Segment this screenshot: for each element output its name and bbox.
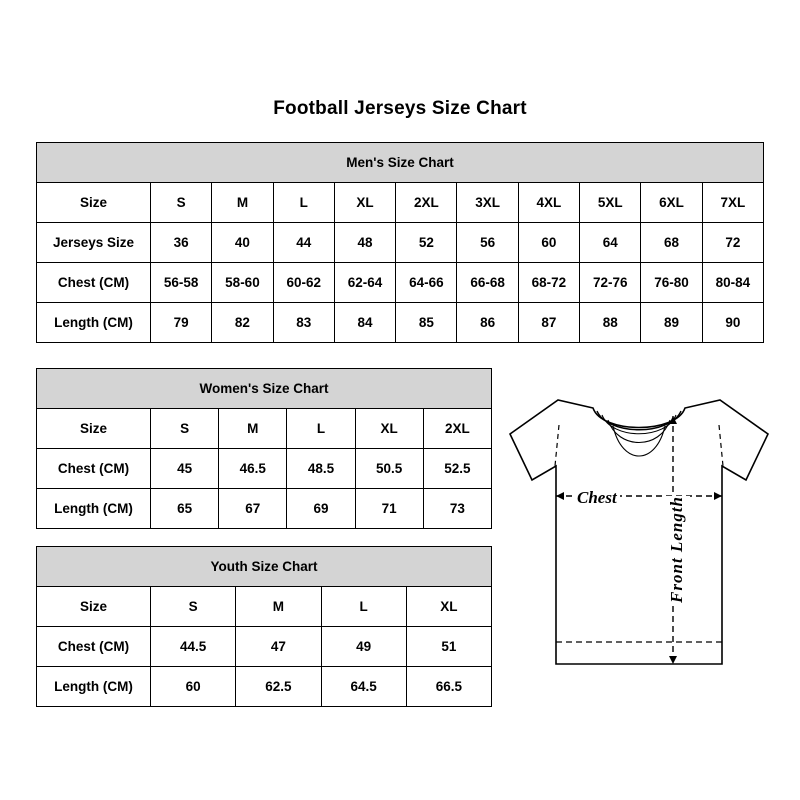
row-label-size: Size <box>37 587 151 627</box>
table-cell: 65 <box>151 489 219 529</box>
table-cell: 60 <box>518 223 579 263</box>
chest-arrow-right <box>714 492 722 500</box>
table-caption-row <box>37 547 492 587</box>
table-row <box>37 667 492 707</box>
table-cell: 72 <box>702 223 763 263</box>
table-cell: 52 <box>396 223 457 263</box>
table-caption-row <box>37 143 764 183</box>
table-cell: M <box>236 587 321 627</box>
table-cell: 86 <box>457 303 518 343</box>
table-cell: 89 <box>641 303 702 343</box>
youth-table-caption: Youth Size Chart <box>37 547 492 587</box>
table-cell: 2XL <box>396 183 457 223</box>
table-cell: 73 <box>423 489 491 529</box>
table-cell: 44 <box>273 223 334 263</box>
table-cell: 52.5 <box>423 449 491 489</box>
jersey-outline-svg <box>498 392 780 692</box>
chest-arrow-left <box>556 492 564 500</box>
table-cell: 84 <box>334 303 395 343</box>
table-cell: 85 <box>396 303 457 343</box>
row-label-length: Length (CM) <box>37 489 151 529</box>
table-cell: S <box>151 183 212 223</box>
womens-size-table <box>36 368 492 529</box>
table-cell: S <box>151 409 219 449</box>
table-cell: 6XL <box>641 183 702 223</box>
jersey-measurement-diagram <box>498 392 780 692</box>
table-cell: 68-72 <box>518 263 579 303</box>
mens-size-table <box>36 142 764 343</box>
mens-size-chart-section <box>36 142 764 343</box>
front-length-arrow-bottom <box>669 656 677 664</box>
table-cell: 46.5 <box>219 449 287 489</box>
table-cell: XL <box>406 587 491 627</box>
table-cell: 60 <box>151 667 236 707</box>
table-cell: 49 <box>321 627 406 667</box>
table-cell: 68 <box>641 223 702 263</box>
table-cell: 66-68 <box>457 263 518 303</box>
table-cell: 56 <box>457 223 518 263</box>
table-cell: 88 <box>580 303 641 343</box>
table-cell: 48.5 <box>287 449 355 489</box>
table-cell: 36 <box>151 223 212 263</box>
table-cell: 56-58 <box>151 263 212 303</box>
table-cell: M <box>212 183 273 223</box>
front-length-arrow-top <box>669 416 677 424</box>
table-cell: 79 <box>151 303 212 343</box>
table-cell: 40 <box>212 223 273 263</box>
table-cell: 80-84 <box>702 263 763 303</box>
row-label-chest: Chest (CM) <box>37 263 151 303</box>
table-row <box>37 587 492 627</box>
table-cell: L <box>287 409 355 449</box>
table-cell: 47 <box>236 627 321 667</box>
row-label-size: Size <box>37 409 151 449</box>
table-cell: 58-60 <box>212 263 273 303</box>
table-row <box>37 627 492 667</box>
table-cell: 50.5 <box>355 449 423 489</box>
table-cell: S <box>151 587 236 627</box>
table-cell: XL <box>355 409 423 449</box>
row-label-length: Length (CM) <box>37 667 151 707</box>
table-cell: 51 <box>406 627 491 667</box>
table-cell: 4XL <box>518 183 579 223</box>
table-row <box>37 489 492 529</box>
row-label-size: Size <box>37 183 151 223</box>
mens-table-caption: Men's Size Chart <box>37 143 764 183</box>
row-label-jerseys-size: Jerseys Size <box>37 223 151 263</box>
shirt-body-path <box>510 400 768 664</box>
table-row <box>37 303 764 343</box>
table-cell: 67 <box>219 489 287 529</box>
table-cell: 62.5 <box>236 667 321 707</box>
table-row <box>37 263 764 303</box>
table-cell: 45 <box>151 449 219 489</box>
table-cell: 2XL <box>423 409 491 449</box>
page-title: Football Jerseys Size Chart <box>273 98 527 119</box>
table-cell: XL <box>334 183 395 223</box>
row-label-length: Length (CM) <box>37 303 151 343</box>
table-cell: 62-64 <box>334 263 395 303</box>
table-cell: 64.5 <box>321 667 406 707</box>
table-caption-row <box>37 369 492 409</box>
table-cell: 76-80 <box>641 263 702 303</box>
table-row <box>37 409 492 449</box>
row-label-chest: Chest (CM) <box>37 449 151 489</box>
table-cell: 83 <box>273 303 334 343</box>
left-sleeve-seam <box>555 425 559 466</box>
right-sleeve-seam <box>719 425 723 466</box>
table-cell: L <box>273 183 334 223</box>
table-cell: M <box>219 409 287 449</box>
table-cell: 60-62 <box>273 263 334 303</box>
table-cell: 64-66 <box>396 263 457 303</box>
womens-size-chart-section <box>36 368 492 529</box>
table-cell: 64 <box>580 223 641 263</box>
table-cell: 3XL <box>457 183 518 223</box>
table-row <box>37 183 764 223</box>
youth-size-table <box>36 546 492 707</box>
table-cell: 5XL <box>580 183 641 223</box>
table-cell: 90 <box>702 303 763 343</box>
table-row <box>37 223 764 263</box>
table-cell: 48 <box>334 223 395 263</box>
table-cell: 71 <box>355 489 423 529</box>
front-length-measurement-label: Front Length <box>664 496 690 603</box>
row-label-chest: Chest (CM) <box>37 627 151 667</box>
table-cell: L <box>321 587 406 627</box>
table-cell: 82 <box>212 303 273 343</box>
table-cell: 69 <box>287 489 355 529</box>
table-cell: 72-76 <box>580 263 641 303</box>
table-cell: 7XL <box>702 183 763 223</box>
youth-size-chart-section <box>36 546 492 707</box>
table-cell: 44.5 <box>151 627 236 667</box>
table-row <box>37 449 492 489</box>
womens-table-caption: Women's Size Chart <box>37 369 492 409</box>
table-cell: 87 <box>518 303 579 343</box>
table-cell: 66.5 <box>406 667 491 707</box>
chest-measurement-label: Chest <box>574 488 620 508</box>
